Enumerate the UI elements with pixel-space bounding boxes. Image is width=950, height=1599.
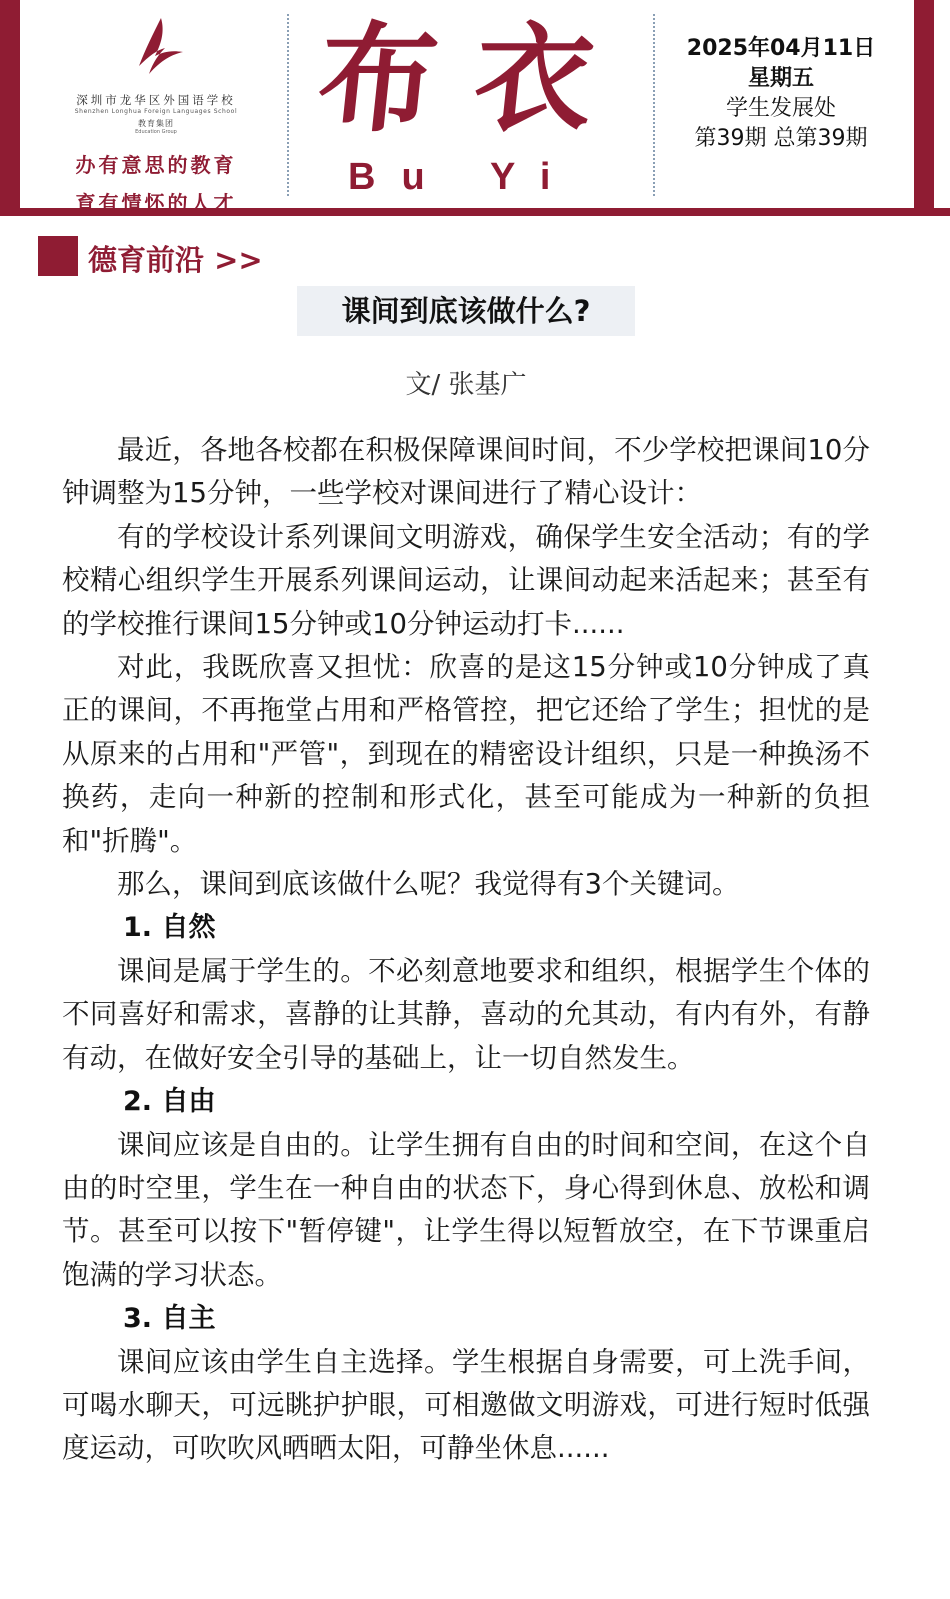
subheading-autonomy: 3. 自主 <box>123 1303 216 1335</box>
masthead <box>300 8 650 208</box>
school-logo-block <box>22 14 290 215</box>
masthead-subtitle-yi: Yi <box>490 156 577 198</box>
issue-info <box>660 34 902 154</box>
article-title: 课间到底该做什么? <box>341 294 591 328</box>
article-body <box>62 429 870 1471</box>
issue-department: 学生发展处 <box>725 96 836 121</box>
masthead-subtitle-bu: Bu <box>348 156 451 198</box>
paragraph: 课间应该是自由的。让学生拥有自由的时间和空间，在这个自由的时空里，学生在一种自由的状态下，身心得到休息、放松和调节。甚至可以按下"暂停键"，让学生得以短暂放空，在下节课重启饱满的学习状态。 <box>62 1128 870 1291</box>
school-name: 深圳市龙华区外国语学校 <box>76 93 236 107</box>
slogan-line-1: 办有意思的教育 <box>75 153 237 177</box>
subheading-nature: 1. 自然 <box>123 912 216 944</box>
subheading-freedom: 2. 自由 <box>123 1086 216 1118</box>
issue-weekday: 星期五 <box>747 66 814 91</box>
newsletter-header <box>0 0 950 216</box>
section-title: 德育前沿 >> <box>88 243 263 277</box>
header-divider-left <box>287 14 289 196</box>
paragraph: 课间应该由学生自主选择。学生根据自身需要，可上洗手间，可喝水聊天，可远眺护护眼，可相邀做文明游戏，可进行短时低强度运动，可吹吹风晒晒太阳，可静坐休息...... <box>62 1345 870 1465</box>
left-accent-bar <box>0 0 20 216</box>
issue-number: 第39期 总第39期 <box>694 126 868 151</box>
section-marker <box>38 236 78 276</box>
right-accent-bar <box>914 0 934 216</box>
article-title-box <box>297 286 635 336</box>
issue-date: 2025年04月11日 <box>686 36 876 61</box>
paragraph: 对此，我既欣喜又担忧：欣喜的是这15分钟或10分钟成了真正的课间，不再拖堂占用和严格管控，把它还给了学生；担忧的是从原来的占用和"严管"，到现在的精密设计组织，只是一种换汤不换药，走向一种新的控制和形式化，甚至可能成为一种新的负担和"折腾"。 <box>62 651 870 857</box>
masthead-title: 布衣 <box>311 9 639 148</box>
group-name: 教育集团 <box>138 119 174 128</box>
slogan-line-2: 育有情怀的人才 <box>75 191 237 215</box>
paragraph: 有的学校设计系列课间文明游戏，确保学生安全活动；有的学校精心组织学生开展系列课间运动，让课间动起来活起来；甚至有的学校推行课间15分钟或10分钟运动打卡...... <box>62 520 870 640</box>
school-logo-icon <box>135 16 185 78</box>
paragraph: 最近，各地各校都在积极保障课间时间，不少学校把课间10分钟调整为15分钟，一些学校对课间进行了精心设计： <box>62 434 870 510</box>
article-byline: 文/ 张基广 <box>405 370 527 400</box>
paragraph: 那么，课间到底该做什么呢？我觉得有3个关键词。 <box>117 868 740 901</box>
paragraph: 课间是属于学生的。不必刻意地要求和组织，根据学生个体的不同喜好和需求，喜静的让其静，喜动的允其动，有内有外，有静有动，在做好安全引导的基础上，让一切自然发生。 <box>62 954 870 1074</box>
group-name-english: Education Group <box>135 129 177 135</box>
school-name-english: Shenzhen Longhua Foreign Languages School <box>74 108 238 115</box>
